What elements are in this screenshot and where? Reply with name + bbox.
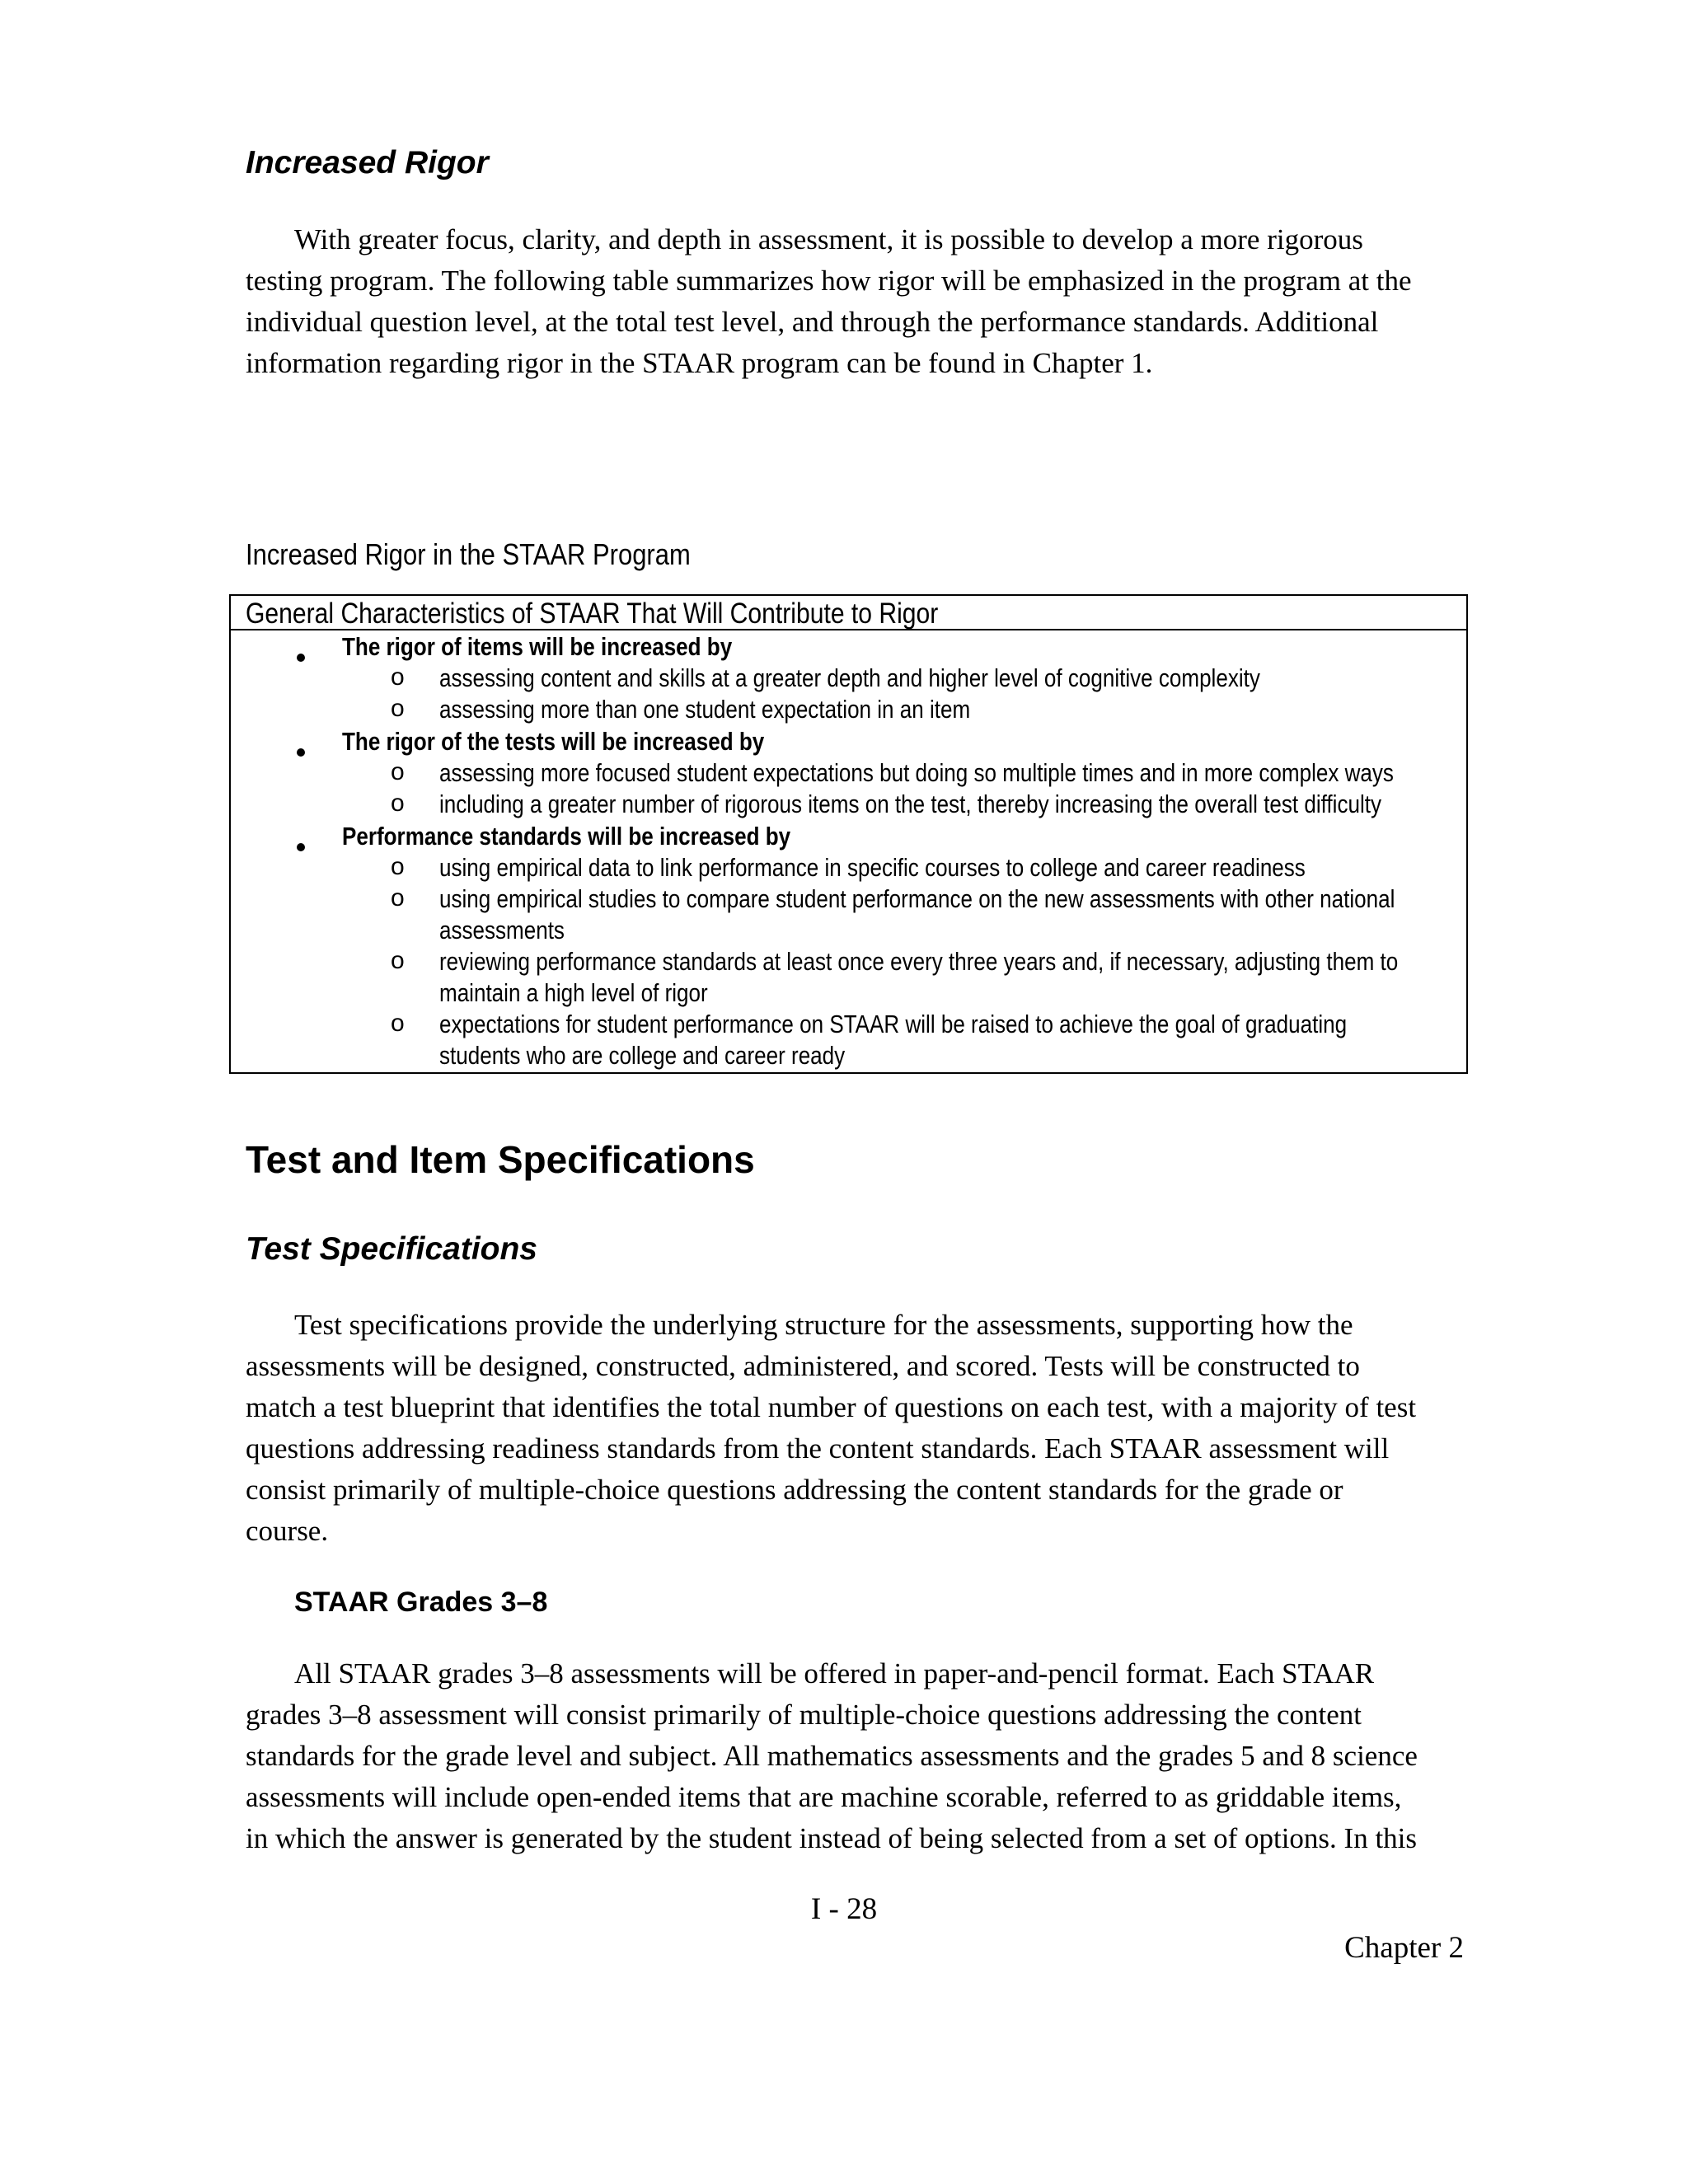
paragraph-line: information regarding rigor in the STAAR program can be found in Chapter 1. <box>246 347 1153 379</box>
heading-test-specifications: Test Specifications <box>246 1231 537 1267</box>
paragraph-line: Test specifications provide the underlying structure for the assessments, supporting how the <box>294 1309 1353 1341</box>
paragraph-line: in which the answer is generated by the student instead of being selected from a set of options. In this <box>246 1822 1418 1854</box>
paragraph-line: grades 3–8 assessment will consist primarily of multiple-choice questions addressing the content <box>246 1699 1362 1731</box>
paragraph-line: assessments will include open-ended items that are machine scorable, referred to as griddable items, <box>246 1781 1402 1813</box>
paragraph-line: individual question level, at the total test level, and through the performance standards. Additional <box>246 306 1379 338</box>
paragraph-staar-grades <box>246 1653 1474 1859</box>
sub-item-text: assessing more focused student expectations but doing so multiple times and in more complex ways <box>439 758 1394 787</box>
sub-bullet-icon: o <box>391 695 405 722</box>
paragraph-test-specifications <box>246 1305 1474 1552</box>
sub-bullet-icon: o <box>391 947 405 974</box>
sub-item-text: assessing more than one student expectation in an item <box>439 695 971 724</box>
bullet-icon <box>297 654 305 662</box>
bullet-icon <box>297 748 305 757</box>
bullet-label: Performance standards will be increased by <box>342 822 791 851</box>
sub-item-text: using empirical studies to compare student performance on the new assessments with other national <box>439 884 1395 913</box>
paragraph-line: standards for the grade level and subject. All mathematics assessments and the grades 5 and 8 science <box>246 1740 1418 1772</box>
bullet-label: The rigor of items will be increased by <box>342 632 733 661</box>
rigor-table-header-text: General Characteristics of STAAR That Will Contribute to Rigor <box>246 598 939 630</box>
heading-test-item-specifications: Test and Item Specifications <box>246 1138 755 1181</box>
paragraph-line: course. <box>246 1515 329 1547</box>
heading-increased-rigor: Increased Rigor <box>246 145 489 180</box>
rigor-table-header <box>231 596 1466 630</box>
bullet-icon <box>297 843 305 851</box>
sub-item-text: using empirical data to link performance in specific courses to college and career readiness <box>439 853 1306 882</box>
chapter-label: Chapter 2 <box>1344 1931 1464 1965</box>
sub-item-text: assessing content and skills at a greater depth and higher level of cognitive complexity <box>439 663 1260 692</box>
sub-item-text-continued: assessments <box>439 916 565 944</box>
paragraph-line: assessments will be designed, constructed, administered, and scored. Tests will be constructed to <box>246 1350 1360 1382</box>
sub-item-text: including a greater number of rigorous items on the test, thereby increasing the overall test difficulty <box>439 790 1381 818</box>
sub-bullet-icon: o <box>391 853 405 880</box>
paragraph-line: consist primarily of multiple-choice questions addressing the content standards for the grade or <box>246 1474 1343 1506</box>
heading-staar-grades: STAAR Grades 3–8 <box>294 1586 548 1618</box>
sub-bullet-icon: o <box>391 663 405 691</box>
page-number: I - 28 <box>810 1892 878 1926</box>
sub-bullet-icon: o <box>391 758 405 785</box>
paragraph-line: With greater focus, clarity, and depth in assessment, it is possible to develop a more rigorous <box>294 223 1363 255</box>
sub-item-text-continued: students who are college and career ready <box>439 1041 846 1070</box>
bullet-label: The rigor of the tests will be increased by <box>342 727 765 756</box>
sub-item-text-continued: maintain a high level of rigor <box>439 978 708 1007</box>
sub-item-text: expectations for student performance on STAAR will be raised to achieve the goal of graduating <box>439 1010 1348 1038</box>
paragraph-line: match a test blueprint that identifies the total number of questions on each test, with a majority of test <box>246 1391 1417 1423</box>
sub-bullet-icon: o <box>391 1010 405 1037</box>
sub-bullet-icon: o <box>391 790 405 817</box>
table-caption: Increased Rigor in the STAAR Program <box>246 537 691 571</box>
paragraph-line: All STAAR grades 3–8 assessments will be offered in paper-and-pencil format. Each STAAR <box>294 1657 1375 1690</box>
paragraph-line: questions addressing readiness standards from the content standards. Each STAAR assessment will <box>246 1432 1390 1465</box>
sub-bullet-icon: o <box>391 884 405 912</box>
sub-item-text: reviewing performance standards at least once every three years and, if necessary, adjusting them to <box>439 947 1399 976</box>
paragraph-line: testing program. The following table summarizes how rigor will be emphasized in the program at the <box>246 265 1412 297</box>
paragraph-increased-rigor <box>246 219 1474 384</box>
